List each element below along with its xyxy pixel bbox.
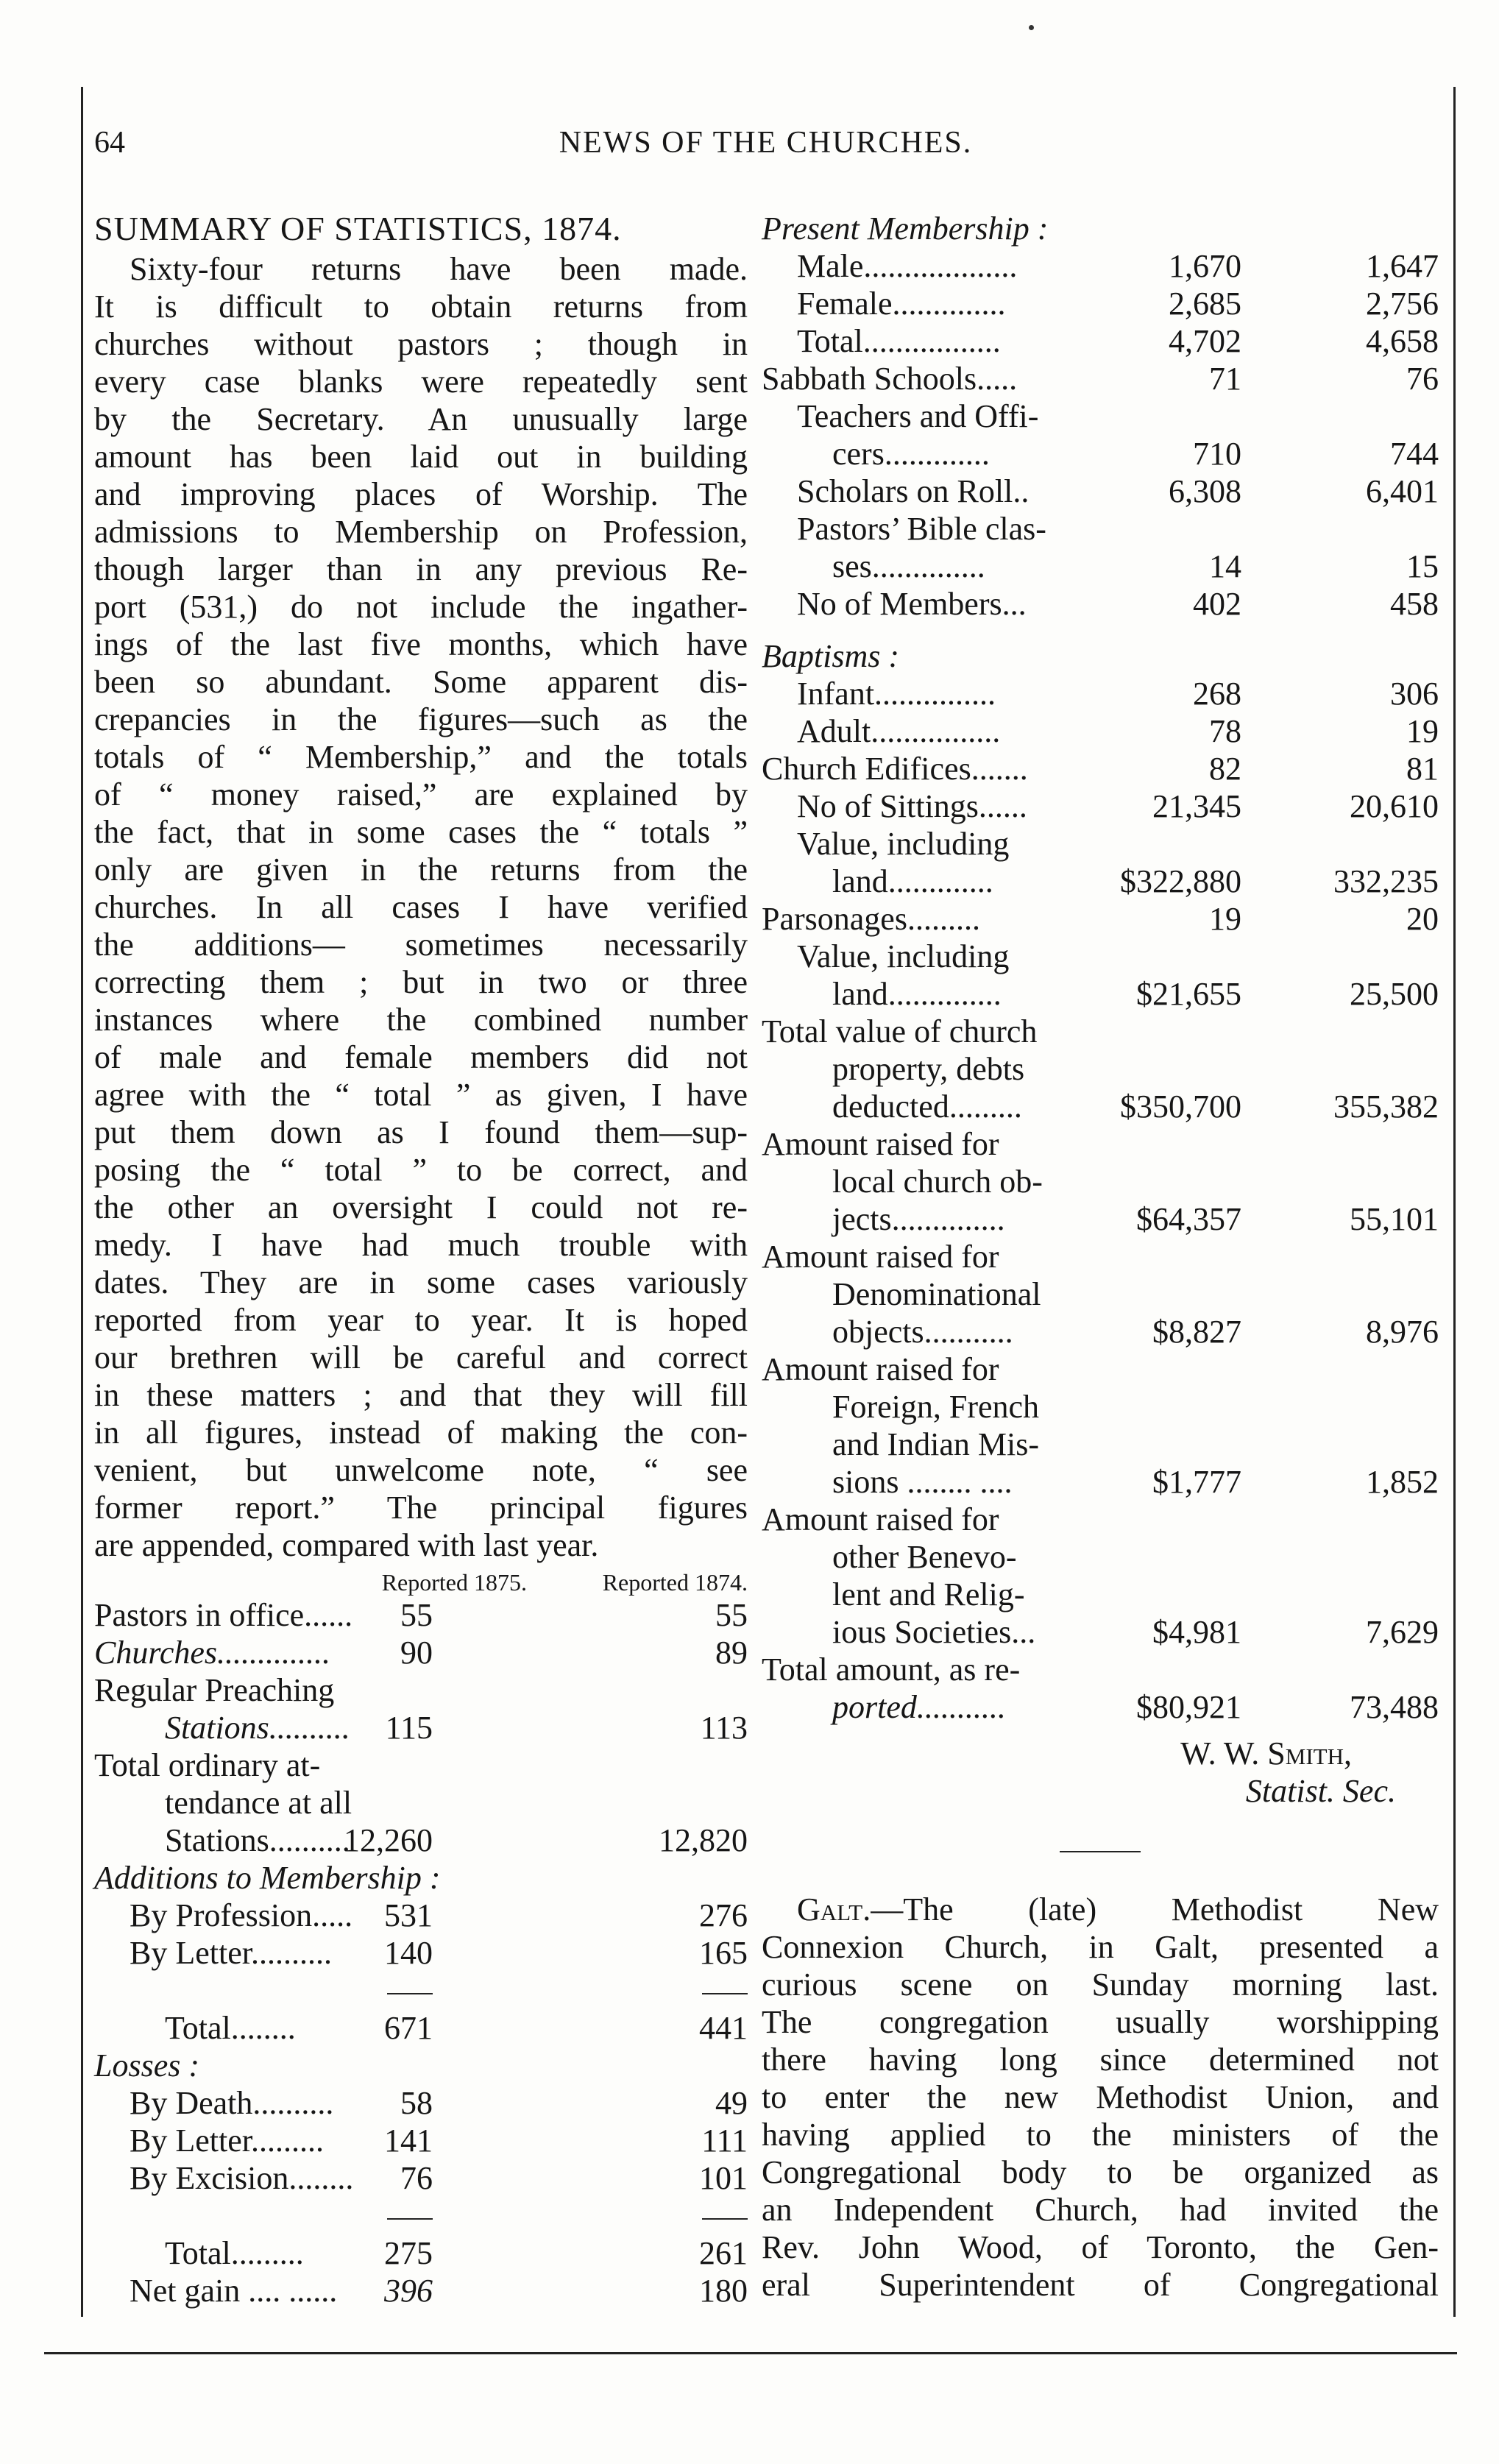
row-label: lent and Relig- [832, 1576, 1025, 1612]
paragraph-line: the additions— sometimes necessarily [94, 927, 748, 963]
table-row [762, 1426, 1439, 1463]
table-row [762, 1350, 1439, 1388]
paragraph-line: port (531,) do not include the ingather- [94, 589, 748, 625]
table-row [762, 1388, 1439, 1426]
row-label: ported........... [832, 1689, 1006, 1725]
table-row [762, 285, 1439, 322]
value-previous: 6,401 [1366, 473, 1439, 509]
table-row [762, 1538, 1439, 1576]
paragraph-line: eral Superintendent of Congregational [762, 2267, 1439, 2303]
paragraph-line: by the Secretary. An unusually large [94, 401, 748, 437]
value-previous: 1,852 [1366, 1464, 1439, 1500]
paragraph-line: Congregational body to be organized as [762, 2154, 1439, 2190]
table-row [94, 1746, 748, 1784]
section-divider [1060, 1851, 1141, 1852]
row-label: Amount raised for [762, 1501, 999, 1537]
value-current: $64,357 [1136, 1201, 1241, 1237]
table-row [762, 322, 1439, 360]
table-row [94, 1709, 748, 1746]
row-label: property, debts [832, 1051, 1025, 1087]
paragraph-line: The congregation usually worshipping [762, 2004, 1439, 2040]
value-previous: 20 [1406, 901, 1439, 937]
rule-dash [387, 2197, 433, 2234]
row-label: By Excision........ [130, 2160, 354, 2196]
table-row [762, 787, 1439, 825]
summary-paragraph [94, 250, 748, 1564]
paragraph-line: Sixty-four returns have been made. [130, 251, 748, 287]
value-current: 4,702 [1169, 323, 1241, 359]
row-label: Denominational [832, 1276, 1041, 1312]
row-label: Total................. [797, 323, 1001, 359]
row-label: land.............. [832, 976, 1002, 1012]
row-label: Teachers and Offi- [797, 398, 1039, 434]
value-current: $8,827 [1152, 1314, 1241, 1350]
value-1875: 671 [384, 2010, 433, 2046]
row-label: tendance at all [165, 1785, 352, 1821]
value-previous: 4,658 [1366, 323, 1439, 359]
table-row [94, 1671, 748, 1709]
section-title: SUMMARY OF STATISTICS, 1874. [94, 210, 622, 247]
paragraph-line: every case blanks were repeatedly sent [94, 364, 748, 400]
paragraph-line: the other an oversight I could not re- [94, 1189, 748, 1225]
value-current: 14 [1209, 548, 1241, 584]
row-label: Total amount, as re- [762, 1651, 1021, 1688]
paragraph-line: correcting them ; but in two or three [94, 964, 748, 1000]
paragraph-line: ings of the last five months, which have [94, 626, 748, 662]
row-label: local church ob- [832, 1164, 1043, 1200]
galt-paragraph [762, 1891, 1439, 2304]
paragraph-line: and improving places of Worship. The [94, 476, 748, 512]
table-row [94, 2122, 748, 2159]
table-row [762, 900, 1439, 938]
row-label: Church Edifices....... [762, 751, 1028, 787]
row-label: Regular Preaching [94, 1672, 335, 1708]
paragraph-line: the fact, that in some cases the “ totals ” [94, 814, 748, 850]
value-current: 58 [400, 2085, 433, 2121]
value-current: 21,345 [1152, 788, 1241, 824]
additions-total-row [94, 2009, 748, 2047]
row-label: Scholars on Roll.. [797, 473, 1030, 509]
header-reported-1874: Reported 1874. [602, 1569, 748, 1596]
paragraph-line: Rev. John Wood, of Toronto, the Gen- [762, 2229, 1439, 2265]
table-row [762, 397, 1439, 435]
row-label: By Letter.......... [130, 1935, 332, 1971]
paragraph-line: having applied to the ministers of the [762, 2117, 1439, 2153]
galt-line: —The (late) Methodist New [871, 1891, 1439, 1927]
losses-rule-row [94, 2197, 748, 2234]
paragraph-line: our brethren will be careful and correct [94, 1339, 748, 1376]
paragraph-line: of male and female members did not [94, 1039, 748, 1075]
value-previous: 81 [1406, 751, 1439, 787]
table-row [762, 863, 1439, 900]
rule-dash [702, 1972, 748, 2009]
value-previous: 15 [1406, 548, 1439, 584]
row-label: Amount raised for [762, 1126, 999, 1162]
value-previous: 276 [699, 1897, 748, 1933]
value-1874: 180 [699, 2273, 748, 2309]
value-previous: 73,488 [1350, 1689, 1439, 1725]
table-row [94, 1934, 748, 1972]
table-row [762, 750, 1439, 787]
row-label: ses.............. [832, 548, 985, 584]
row-label: Total value of church [762, 1013, 1038, 1049]
losses-total-row [94, 2234, 748, 2272]
left-stats-table [94, 1596, 748, 1859]
frame-right-rule [1453, 87, 1456, 2317]
row-label: No of Sittings...... [797, 788, 1027, 824]
additions-heading: Additions to Membership : [94, 1860, 441, 1896]
value-1874: 441 [699, 2010, 748, 2046]
paragraph-line: admissions to Membership on Profession, [94, 514, 748, 550]
paragraph-line: of “ money raised,” are explained by [94, 776, 748, 813]
galt-first-line [762, 1891, 1439, 1928]
table-row [762, 1501, 1439, 1538]
table-row [762, 510, 1439, 548]
value-previous: 355,382 [1333, 1088, 1439, 1125]
running-title: NEWS OF THE CHURCHES. [559, 126, 973, 160]
row-label: Foreign, French [832, 1389, 1040, 1425]
signature-title: Statist. Sec. [1245, 1773, 1396, 1809]
value-previous: 55 [715, 1597, 748, 1633]
value-current: 82 [1209, 751, 1241, 787]
value-1875: 275 [384, 2235, 433, 2271]
rule-dash [702, 2197, 748, 2234]
paragraph-line: only are given in the returns from the [94, 852, 748, 888]
ink-dot [1029, 25, 1034, 30]
table-row [762, 1688, 1439, 1726]
row-label: Adult................ [797, 713, 1001, 749]
value-1875: 396 [384, 2273, 433, 2309]
value-current: 140 [384, 1935, 433, 1971]
row-label: Net gain .... ...... [130, 2273, 338, 2309]
table-row [762, 1238, 1439, 1275]
paragraph-line: though larger than in any previous Re- [94, 551, 748, 587]
value-current: 76 [400, 2160, 433, 2196]
value-current: 710 [1193, 436, 1241, 472]
paragraph-line: posing the “ total ” to be correct, and [94, 1152, 748, 1188]
paragraph-line: churches without pastors ; though in [94, 326, 748, 362]
row-label: ious Societies... [832, 1614, 1036, 1650]
table-row [762, 1200, 1439, 1238]
church-stats-table [762, 675, 1439, 1726]
value-current: $4,981 [1152, 1614, 1241, 1650]
row-label: sions ........ .... [832, 1464, 1013, 1500]
value-previous: 306 [1390, 676, 1439, 712]
paragraph-line: agree with the “ total ” as given, I have [94, 1077, 748, 1113]
value-current: 402 [1193, 586, 1241, 622]
row-label: Parsonages......... [762, 901, 980, 937]
row-label: Value, including [797, 938, 1010, 974]
table-row [94, 2084, 748, 2122]
table-row [762, 1013, 1439, 1050]
page-number: 64 [94, 126, 125, 160]
paragraph-line: medy. I have had much trouble with [94, 1227, 748, 1263]
value-previous: 744 [1390, 436, 1439, 472]
additions-rule-row [94, 1972, 748, 2009]
signature-name: W. W. Smith, [1180, 1735, 1352, 1771]
value-current: 268 [1193, 676, 1241, 712]
frame-left-rule [81, 87, 83, 2317]
table-row [94, 1634, 748, 1671]
row-label: jects.............. [832, 1201, 1005, 1237]
value-current: 71 [1209, 361, 1241, 397]
page-header [94, 125, 1437, 169]
table-row [762, 472, 1439, 510]
row-label: Male................... [797, 248, 1018, 284]
table-row [762, 1576, 1439, 1613]
value-previous: 1,647 [1366, 248, 1439, 284]
table-row [762, 247, 1439, 285]
value-previous: 7,629 [1366, 1614, 1439, 1650]
row-label: Sabbath Schools..... [762, 361, 1018, 397]
column-headers [94, 1564, 748, 1596]
row-label: Stations.......... [165, 1822, 350, 1858]
value-current: 141 [384, 2123, 433, 2159]
paragraph-line: amount has been laid out in building [94, 439, 748, 475]
table-row [762, 712, 1439, 750]
row-label: Amount raised for [762, 1239, 999, 1275]
table-row [762, 548, 1439, 585]
value-current: $80,921 [1136, 1689, 1241, 1725]
table-row [94, 2159, 748, 2197]
paragraph-line: former report.” The principal figures [94, 1490, 748, 1526]
left-column [94, 210, 748, 2309]
row-label: Pastors’ Bible clas- [797, 511, 1046, 547]
row-label: Amount raised for [762, 1351, 999, 1387]
row-label: Value, including [797, 826, 1010, 862]
table-row [762, 975, 1439, 1013]
table-row [762, 1125, 1439, 1163]
galt-lead: Galt. [797, 1891, 871, 1927]
losses-table [94, 2084, 748, 2197]
table-row [762, 585, 1439, 623]
value-previous: 20,610 [1350, 788, 1439, 824]
row-label: By Letter......... [130, 2123, 324, 2159]
paragraph-line: been so abundant. Some apparent dis- [94, 664, 748, 700]
table-row [94, 1596, 748, 1634]
row-label: land............. [832, 863, 993, 899]
value-current: 90 [400, 1635, 433, 1671]
paragraph-line: instances where the combined number [94, 1002, 748, 1038]
value-previous: 89 [715, 1635, 748, 1671]
value-current: 19 [1209, 901, 1241, 937]
row-label: and Indian Mis- [832, 1426, 1040, 1462]
table-row [762, 1275, 1439, 1313]
membership-table [762, 247, 1439, 623]
net-gain-row [94, 2272, 748, 2309]
value-previous: 101 [699, 2160, 748, 2196]
row-label: deducted......... [832, 1088, 1022, 1125]
value-previous: 12,820 [659, 1822, 748, 1858]
table-row [762, 1613, 1439, 1651]
value-current: 531 [384, 1897, 433, 1933]
row-label: Stations.......... [165, 1710, 350, 1746]
value-current: 1,670 [1169, 248, 1241, 284]
value-previous: 49 [715, 2085, 748, 2121]
value-previous: 76 [1406, 361, 1439, 397]
value-previous: 113 [700, 1710, 748, 1746]
right-column [762, 210, 1439, 2304]
table-row [762, 1088, 1439, 1125]
row-label: cers............. [832, 436, 990, 472]
value-current: 2,685 [1169, 286, 1241, 322]
value-current: 115 [385, 1710, 433, 1746]
value-current: $350,700 [1120, 1088, 1241, 1125]
value-current: 78 [1209, 713, 1241, 749]
row-label: other Benevo- [832, 1539, 1017, 1575]
row-label: Total......... [165, 2235, 304, 2271]
value-current: $322,880 [1120, 863, 1241, 899]
galt-rest [762, 1928, 1439, 2304]
table-row [762, 1313, 1439, 1350]
additions-table [94, 1897, 748, 1972]
value-previous: 111 [701, 2123, 748, 2159]
row-label: By Death.......... [130, 2085, 334, 2121]
value-previous: 165 [699, 1935, 748, 1971]
value-previous: 55,101 [1350, 1201, 1439, 1237]
paragraph-line: totals of “ Membership,” and the totals [94, 739, 748, 775]
paragraph-line: crepancies in the figures—such as the [94, 701, 748, 737]
table-row [762, 360, 1439, 397]
row-label: objects........... [832, 1314, 1013, 1350]
baptisms-heading: Baptisms : [762, 638, 899, 674]
table-row [94, 1822, 748, 1859]
paragraph-line: It is difficult to obtain returns from [94, 288, 748, 325]
row-label: Total ordinary at- [94, 1747, 321, 1783]
value-current: $1,777 [1152, 1464, 1241, 1500]
table-row [762, 1463, 1439, 1501]
value-previous: 332,235 [1333, 863, 1439, 899]
paragraph-line: churches. In all cases I have verified [94, 889, 748, 925]
value-previous: 19 [1406, 713, 1439, 749]
paragraph-line: in these matters ; and that they will fill [94, 1377, 748, 1413]
value-1874: 261 [699, 2235, 748, 2271]
signature [762, 1735, 1439, 1810]
row-label: Female.............. [797, 286, 1006, 322]
row-label: No of Members... [797, 586, 1027, 622]
paragraph-line: in all figures, instead of making the con- [94, 1415, 748, 1451]
row-label: Churches.............. [94, 1635, 331, 1671]
value-current: $21,655 [1136, 976, 1241, 1012]
paragraph-line: Connexion Church, in Galt, presented a [762, 1929, 1439, 1965]
row-label: Total........ [165, 2010, 296, 2046]
value-previous: 2,756 [1366, 286, 1439, 322]
table-row [762, 938, 1439, 975]
paragraph-line: there having long since determined not [762, 2042, 1439, 2078]
losses-heading: Losses : [94, 2047, 200, 2084]
table-row [94, 1784, 748, 1822]
row-label: By Profession..... [130, 1897, 353, 1933]
row-label: Infant............... [797, 676, 996, 712]
rule-dash [387, 1972, 433, 2009]
value-previous: 25,500 [1350, 976, 1439, 1012]
value-current: 55 [400, 1597, 433, 1633]
paragraph-line: venient, but unwelcome note, “ see [94, 1452, 748, 1488]
paragraph-line: reported from year to year. It is hoped [94, 1302, 748, 1338]
header-reported-1875: Reported 1875. [381, 1569, 527, 1596]
table-row [762, 1050, 1439, 1088]
frame-bottom-rule [44, 2352, 1457, 2354]
table-row [94, 1897, 748, 1934]
table-row [762, 435, 1439, 472]
table-row [762, 825, 1439, 863]
paragraph-line: are appended, compared with last year. [94, 1527, 599, 1563]
table-row [762, 1163, 1439, 1200]
value-current: 6,308 [1169, 473, 1241, 509]
value-current: 12,260 [344, 1822, 433, 1858]
paragraph-line: curious scene on Sunday morning last. [762, 1966, 1439, 2003]
paragraph-line: dates. They are in some cases variously [94, 1264, 748, 1300]
row-label: Pastors in office...... [94, 1597, 353, 1633]
paragraph-line: an Independent Church, had invited the [762, 2192, 1439, 2228]
paragraph-line: put them down as I found them—sup- [94, 1114, 748, 1150]
table-row [762, 675, 1439, 712]
membership-heading: Present Membership : [762, 210, 1049, 247]
paragraph-line: to enter the new Methodist Union, and [762, 2079, 1439, 2115]
value-previous: 458 [1390, 586, 1439, 622]
value-previous: 8,976 [1366, 1314, 1439, 1350]
table-row [762, 1651, 1439, 1688]
